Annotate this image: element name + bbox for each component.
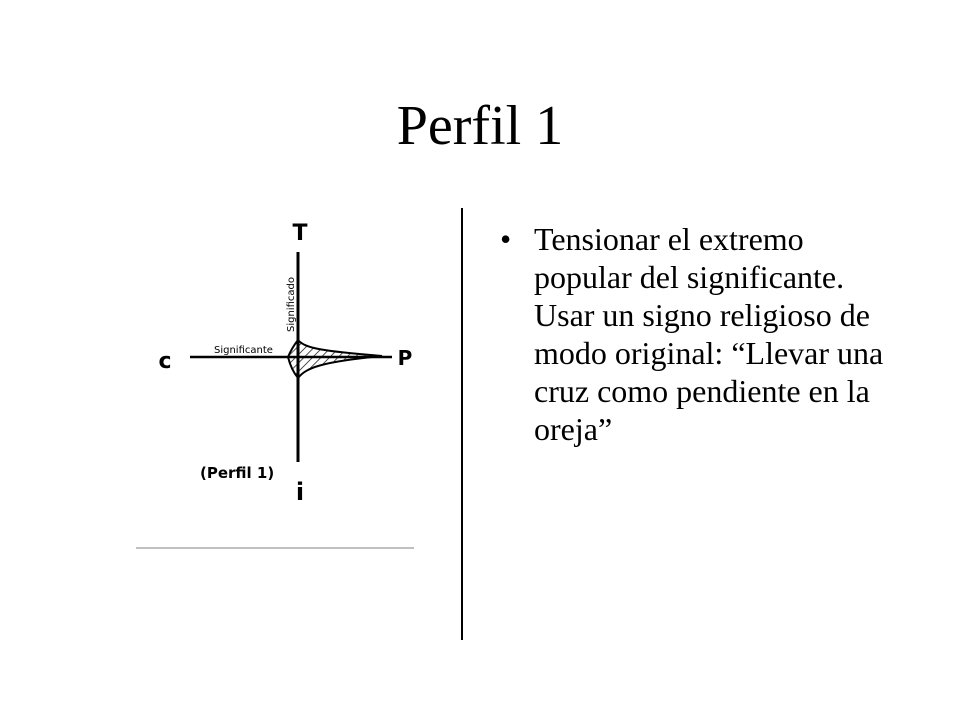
hand-drawn-profile-diagram	[130, 200, 430, 560]
vertical-axis-note: Significado	[286, 277, 297, 332]
axis-label-top: T	[292, 221, 308, 246]
axis-label-left: c	[158, 349, 172, 374]
column-divider	[461, 208, 463, 640]
bullet-list	[500, 220, 900, 448]
horizontal-axis-note: Significante	[214, 345, 273, 356]
bullet-text: Tensionar el extremo popular del significante. Usar un signo religioso de modo original: “Llevar una cruz como pendiente en la oreja”	[534, 221, 884, 447]
bullet-marker: •	[500, 221, 512, 257]
diagram-caption: (Perfil 1)	[200, 464, 275, 482]
axis-label-bottom: i	[295, 478, 305, 506]
slide-title: Perfil 1	[396, 95, 564, 157]
profile-shape	[288, 340, 382, 378]
bullet-item	[500, 220, 900, 448]
axis-label-right: P	[397, 346, 413, 370]
